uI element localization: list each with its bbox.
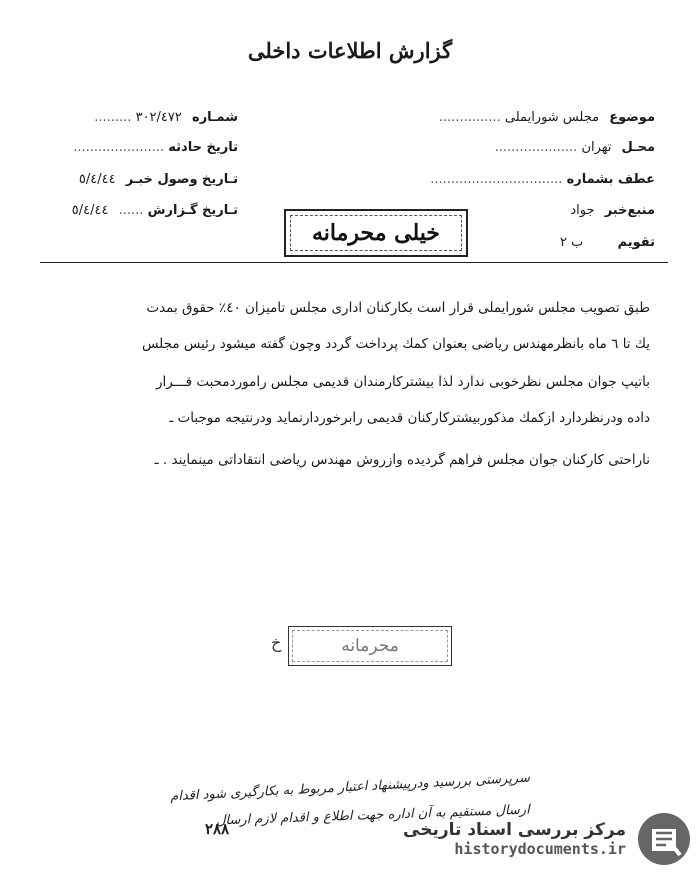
field-receipt-date xyxy=(79,172,238,187)
field-reference xyxy=(430,172,655,187)
field-subject-dots: ............... xyxy=(438,110,501,125)
field-rating-value: ب ٢ xyxy=(560,235,584,250)
body-line-5: ناراحتى كاركنان جوان مجلس فراهم گرديده وازروش مهندس رياضى انتقاداتى مينمايند . ـ xyxy=(154,452,650,468)
secondary-stamp-edge-mark: خ xyxy=(271,633,282,652)
handwritten-number: ٢٨٨ xyxy=(205,820,230,838)
document-title: گزارش اطلاعات داخلی xyxy=(247,38,453,63)
field-source-label: منبع‌خبر xyxy=(604,203,655,218)
field-report-date xyxy=(72,203,238,218)
archive-logo-name: مرکز بررسی اسناد تاریخی xyxy=(403,820,626,840)
field-number xyxy=(94,110,238,125)
field-location-label: محـل xyxy=(621,140,655,155)
field-report-date-dots: ...... xyxy=(118,203,144,218)
field-rating-label: تقويم xyxy=(617,235,655,250)
secondary-stamp xyxy=(271,626,452,666)
secondary-stamp-text: محرمانه xyxy=(292,630,448,662)
body-line-4: داده ودرنظردارد ازكمك مذكوربيشتركاركنان قديمى رابرخوردارنمايد ودرنتيجه موجبات ـ xyxy=(169,410,650,426)
field-subject xyxy=(439,110,655,125)
body-line-3: باتيپ جوان مجلس نظرخوبى ندارد لذا بيشتركارمندان قديمى مجلس راموردمحبت قـــرار xyxy=(156,374,650,390)
field-reference-label: عطف بشماره xyxy=(566,172,655,187)
confidential-stamp-text: خيلى محرمانه xyxy=(290,215,462,251)
body-line-2: يك تا ٦ ماه بانظرمهندس رياضى بعنوان كمك پرداخت گردد وچون گفته ميشود رئيس مجلس xyxy=(141,336,650,352)
field-location xyxy=(495,140,655,155)
field-source-value: جواد xyxy=(570,203,595,218)
field-incident-date-label: تاريخ حادثه xyxy=(168,140,238,155)
handwritten-line-2: ارسال مستقيم به آن اداره جهت اطلاع و اقدام لازم ارسال xyxy=(216,802,531,829)
field-number-dots: ......... xyxy=(94,110,132,125)
field-receipt-date-value: ٥/٤/٤٤ xyxy=(78,172,116,187)
field-number-value: ٣٠٢/٤٧٢ xyxy=(135,110,182,125)
archive-logo-url: historydocuments.ir xyxy=(454,840,626,858)
field-source xyxy=(570,203,655,218)
field-receipt-date-label: تـاريخ وصول خبـر xyxy=(125,172,238,187)
field-location-dots: .................... xyxy=(494,140,578,155)
field-incident-date-dots: ...................... xyxy=(73,140,165,155)
archive-logo-icon xyxy=(636,811,692,867)
field-rating xyxy=(560,235,655,250)
body-line-1: طبق تصويب مجلس شورايملى قرار است بكاركنان ادارى مجلس تاميزان ٤٠٪ حقوق بمدت xyxy=(146,300,650,316)
confidential-stamp xyxy=(284,209,468,257)
field-report-date-value: ٥/٤/٤٤ xyxy=(71,203,109,218)
field-location-value: تهران xyxy=(581,140,612,155)
field-number-label: شمـاره xyxy=(192,110,238,125)
field-subject-value: مجلس شورايملى xyxy=(504,110,600,125)
field-report-date-label: تـاريخ گـزارش xyxy=(147,203,238,218)
archive-logo-text xyxy=(403,820,626,858)
header-divider xyxy=(40,262,668,263)
field-subject-label: موضوع xyxy=(609,110,655,125)
archive-logo xyxy=(362,807,692,871)
field-incident-date xyxy=(73,140,238,155)
field-reference-dots: ................................ xyxy=(430,172,563,187)
handwritten-line-1: سرپرستى بررسيد ودرپيشنهاد اعتبار مربوط به بكارگيرى شود اقدام xyxy=(169,770,531,805)
